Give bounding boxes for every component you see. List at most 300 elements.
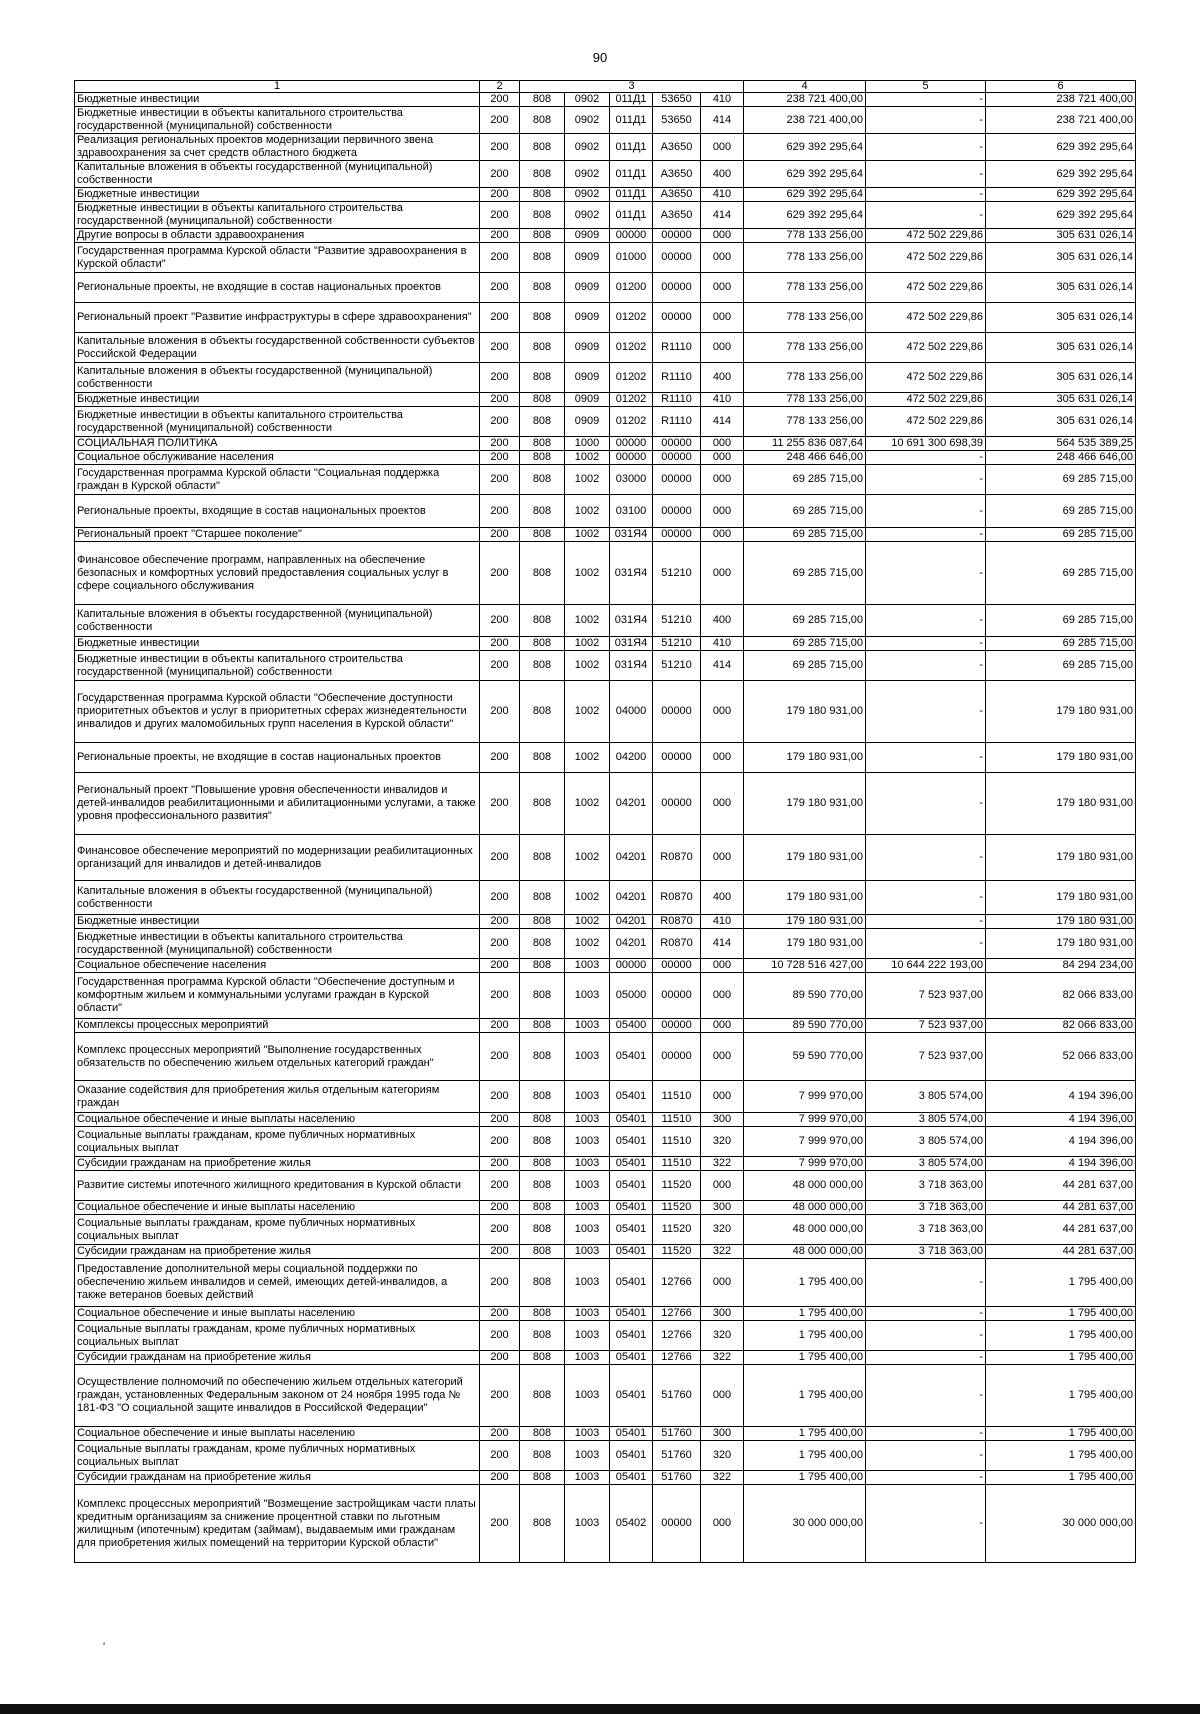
code-direction: А3650 <box>653 188 701 202</box>
code-section: 0909 <box>565 363 610 393</box>
column-2-value: 200 <box>480 1171 520 1201</box>
code-section: 1003 <box>565 959 610 973</box>
code-expense-type: 000 <box>701 1259 744 1307</box>
code-section: 1002 <box>565 929 610 959</box>
amount-column-5: - <box>866 605 986 637</box>
code-expense-type: 000 <box>701 528 744 542</box>
table-row <box>75 773 1136 835</box>
row-name: Государственная программа Курской области "Социальная поддержка граждан в Курской области" <box>75 465 480 495</box>
code-direction: 51760 <box>653 1365 701 1427</box>
amount-column-5: - <box>866 107 986 134</box>
code-direction: 00000 <box>653 528 701 542</box>
code-direction: 00000 <box>653 1019 701 1033</box>
column-2-value: 200 <box>480 973 520 1019</box>
table-row <box>75 161 1136 188</box>
code-program: 05401 <box>610 1351 653 1365</box>
row-name: Государственная программа Курской области "Обеспечение доступности приоритетных объектов и услуг в приоритетных сферах жизнедеятельности инвалидов и других маломобильных групп населения в Курской области" <box>75 681 480 743</box>
code-ministry: 808 <box>520 542 565 605</box>
column-2-value: 200 <box>480 303 520 333</box>
amount-column-4: 89 590 770,00 <box>744 973 866 1019</box>
amount-column-5: 3 718 363,00 <box>866 1215 986 1245</box>
code-ministry: 808 <box>520 1157 565 1171</box>
amount-column-6: 1 795 400,00 <box>986 1259 1136 1307</box>
code-program: 05401 <box>610 1215 653 1245</box>
column-2-value: 200 <box>480 743 520 773</box>
amount-column-6: 179 180 931,00 <box>986 681 1136 743</box>
amount-column-6: 44 281 637,00 <box>986 1245 1136 1259</box>
amount-column-5: 7 523 937,00 <box>866 1033 986 1081</box>
code-section: 0909 <box>565 393 610 407</box>
code-section: 1002 <box>565 495 610 528</box>
code-program: 05401 <box>610 1081 653 1113</box>
amount-column-6: 179 180 931,00 <box>986 743 1136 773</box>
amount-column-6: 69 285 715,00 <box>986 651 1136 681</box>
table-row <box>75 973 1136 1019</box>
amount-column-4: 69 285 715,00 <box>744 542 866 605</box>
column-2-value: 200 <box>480 273 520 303</box>
amount-column-4: 778 133 256,00 <box>744 229 866 243</box>
code-section: 1003 <box>565 1157 610 1171</box>
row-name: Капитальные вложения в объекты государственной (муниципальной) собственности <box>75 363 480 393</box>
amount-column-4: 11 255 836 087,64 <box>744 437 866 451</box>
table-row <box>75 1215 1136 1245</box>
column-2-value: 200 <box>480 134 520 161</box>
code-direction: 00000 <box>653 743 701 773</box>
column-2-value: 200 <box>480 773 520 835</box>
code-ministry: 808 <box>520 1441 565 1471</box>
code-expense-type: 000 <box>701 681 744 743</box>
code-section: 1003 <box>565 1171 610 1201</box>
table-row <box>75 881 1136 915</box>
table-row <box>75 915 1136 929</box>
amount-column-6: 1 795 400,00 <box>986 1321 1136 1351</box>
code-expense-type: 000 <box>701 743 744 773</box>
amount-column-6: 305 631 026,14 <box>986 243 1136 273</box>
code-direction: 00000 <box>653 451 701 465</box>
code-section: 0902 <box>565 161 610 188</box>
code-direction: 00000 <box>653 243 701 273</box>
code-program: 01202 <box>610 363 653 393</box>
code-program: 05401 <box>610 1427 653 1441</box>
code-program: 01000 <box>610 243 653 273</box>
amount-column-5: - <box>866 188 986 202</box>
amount-column-4: 1 795 400,00 <box>744 1259 866 1307</box>
table-row <box>75 1441 1136 1471</box>
column-2-value: 200 <box>480 1019 520 1033</box>
column-number: 6 <box>986 81 1136 93</box>
amount-column-5: - <box>866 929 986 959</box>
amount-column-5: - <box>866 743 986 773</box>
code-direction: R0870 <box>653 915 701 929</box>
column-2-value: 200 <box>480 1127 520 1157</box>
column-number: 3 <box>520 81 744 93</box>
code-direction: А3650 <box>653 161 701 188</box>
row-name: Бюджетные инвестиции <box>75 637 480 651</box>
table-row <box>75 1157 1136 1171</box>
code-direction: 11520 <box>653 1201 701 1215</box>
amount-column-4: 179 180 931,00 <box>744 743 866 773</box>
stray-mark: ' <box>103 1641 106 1653</box>
amount-column-4: 48 000 000,00 <box>744 1245 866 1259</box>
column-2-value: 200 <box>480 605 520 637</box>
amount-column-4: 1 795 400,00 <box>744 1365 866 1427</box>
code-program: 04000 <box>610 681 653 743</box>
column-2-value: 200 <box>480 202 520 229</box>
column-2-value: 200 <box>480 1441 520 1471</box>
amount-column-5: - <box>866 1441 986 1471</box>
row-name: Бюджетные инвестиции <box>75 915 480 929</box>
code-ministry: 808 <box>520 929 565 959</box>
row-name: Региональный проект "Развитие инфраструктуры в сфере здравоохранения" <box>75 303 480 333</box>
amount-column-6: 305 631 026,14 <box>986 229 1136 243</box>
code-section: 1003 <box>565 1485 610 1563</box>
column-2-value: 200 <box>480 393 520 407</box>
code-section: 0909 <box>565 333 610 363</box>
code-ministry: 808 <box>520 107 565 134</box>
amount-column-4: 179 180 931,00 <box>744 773 866 835</box>
amount-column-6: 248 466 646,00 <box>986 451 1136 465</box>
amount-column-6: 69 285 715,00 <box>986 465 1136 495</box>
code-direction: 11510 <box>653 1157 701 1171</box>
amount-column-4: 179 180 931,00 <box>744 881 866 915</box>
code-direction: 00000 <box>653 495 701 528</box>
amount-column-4: 179 180 931,00 <box>744 929 866 959</box>
amount-column-5: 472 502 229,86 <box>866 393 986 407</box>
code-section: 1003 <box>565 1259 610 1307</box>
table-row <box>75 1171 1136 1201</box>
code-direction: 00000 <box>653 959 701 973</box>
amount-column-6: 44 281 637,00 <box>986 1201 1136 1215</box>
column-number: 5 <box>866 81 986 93</box>
row-name: Осуществление полномочий по обеспечению жильем отдельных категорий граждан, установленных Федеральным законом от 24 ноября 1995 года № 181-ФЗ "О социальной защите инвалидов в Российской Федерации" <box>75 1365 480 1427</box>
code-expense-type: 000 <box>701 243 744 273</box>
code-expense-type: 410 <box>701 93 744 107</box>
code-ministry: 808 <box>520 1259 565 1307</box>
code-direction: 11510 <box>653 1081 701 1113</box>
table-row <box>75 273 1136 303</box>
code-section: 1002 <box>565 542 610 605</box>
code-program: 04201 <box>610 835 653 881</box>
amount-column-5: - <box>866 651 986 681</box>
code-expense-type: 000 <box>701 451 744 465</box>
amount-column-6: 84 294 234,00 <box>986 959 1136 973</box>
row-name: Социальное обеспечение и иные выплаты населению <box>75 1201 480 1215</box>
row-name: Субсидии гражданам на приобретение жилья <box>75 1157 480 1171</box>
amount-column-4: 1 795 400,00 <box>744 1427 866 1441</box>
code-expense-type: 414 <box>701 651 744 681</box>
column-2-value: 200 <box>480 1365 520 1427</box>
amount-column-6: 305 631 026,14 <box>986 333 1136 363</box>
amount-column-6: 69 285 715,00 <box>986 528 1136 542</box>
row-name: Социальные выплаты гражданам, кроме публичных нормативных социальных выплат <box>75 1127 480 1157</box>
code-section: 1003 <box>565 1307 610 1321</box>
code-section: 1003 <box>565 1201 610 1215</box>
code-direction: 00000 <box>653 1485 701 1563</box>
amount-column-5: - <box>866 835 986 881</box>
code-direction: 12766 <box>653 1351 701 1365</box>
amount-column-4: 179 180 931,00 <box>744 915 866 929</box>
code-direction: R1110 <box>653 393 701 407</box>
code-expense-type: 320 <box>701 1441 744 1471</box>
code-section: 0902 <box>565 134 610 161</box>
amount-column-6: 179 180 931,00 <box>986 915 1136 929</box>
column-2-value: 200 <box>480 465 520 495</box>
amount-column-4: 1 795 400,00 <box>744 1307 866 1321</box>
code-expense-type: 000 <box>701 437 744 451</box>
code-program: 05401 <box>610 1365 653 1427</box>
row-name: Социальные выплаты гражданам, кроме публичных нормативных социальных выплат <box>75 1321 480 1351</box>
amount-column-6: 4 194 396,00 <box>986 1081 1136 1113</box>
code-expense-type: 320 <box>701 1215 744 1245</box>
code-section: 1002 <box>565 681 610 743</box>
table-row <box>75 959 1136 973</box>
amount-column-5: 3 805 574,00 <box>866 1127 986 1157</box>
code-direction: 00000 <box>653 681 701 743</box>
code-expense-type: 414 <box>701 107 744 134</box>
row-name: Субсидии гражданам на приобретение жилья <box>75 1351 480 1365</box>
table-row <box>75 188 1136 202</box>
column-2-value: 200 <box>480 1113 520 1127</box>
code-program: 05401 <box>610 1201 653 1215</box>
code-ministry: 808 <box>520 1019 565 1033</box>
code-program: 05401 <box>610 1127 653 1157</box>
code-program: 011Д1 <box>610 93 653 107</box>
code-expense-type: 410 <box>701 393 744 407</box>
code-section: 1002 <box>565 605 610 637</box>
table-row <box>75 1485 1136 1563</box>
code-section: 1002 <box>565 651 610 681</box>
amount-column-4: 69 285 715,00 <box>744 637 866 651</box>
code-direction: 51210 <box>653 637 701 651</box>
code-direction: 51210 <box>653 605 701 637</box>
code-section: 1002 <box>565 465 610 495</box>
code-ministry: 808 <box>520 393 565 407</box>
amount-column-5: - <box>866 1259 986 1307</box>
code-section: 1000 <box>565 437 610 451</box>
code-program: 00000 <box>610 437 653 451</box>
column-2-value: 200 <box>480 1081 520 1113</box>
code-direction: 11520 <box>653 1245 701 1259</box>
code-section: 1003 <box>565 1127 610 1157</box>
column-number: 1 <box>75 81 480 93</box>
code-ministry: 808 <box>520 273 565 303</box>
amount-column-5: 472 502 229,86 <box>866 229 986 243</box>
code-program: 031Я4 <box>610 528 653 542</box>
code-expense-type: 300 <box>701 1113 744 1127</box>
row-name: Бюджетные инвестиции в объекты капитального строительства государственной (муниципальной) собственности <box>75 107 480 134</box>
code-ministry: 808 <box>520 959 565 973</box>
code-section: 1003 <box>565 1365 610 1427</box>
row-name: Капитальные вложения в объекты государственной (муниципальной) собственности <box>75 605 480 637</box>
code-ministry: 808 <box>520 915 565 929</box>
table-row <box>75 1081 1136 1113</box>
table-row <box>75 743 1136 773</box>
table-row <box>75 1307 1136 1321</box>
code-program: 031Я4 <box>610 637 653 651</box>
amount-column-5: - <box>866 1321 986 1351</box>
column-number: 4 <box>744 81 866 93</box>
code-program: 03100 <box>610 495 653 528</box>
code-ministry: 808 <box>520 681 565 743</box>
code-ministry: 808 <box>520 773 565 835</box>
code-section: 0902 <box>565 202 610 229</box>
row-name: Бюджетные инвестиции <box>75 393 480 407</box>
amount-column-4: 778 133 256,00 <box>744 363 866 393</box>
code-direction: R1110 <box>653 333 701 363</box>
amount-column-5: 3 718 363,00 <box>866 1171 986 1201</box>
code-expense-type: 322 <box>701 1245 744 1259</box>
row-name: Социальное обеспечение населения <box>75 959 480 973</box>
amount-column-4: 778 133 256,00 <box>744 393 866 407</box>
code-expense-type: 000 <box>701 333 744 363</box>
table-row <box>75 1127 1136 1157</box>
amount-column-6: 4 194 396,00 <box>986 1157 1136 1171</box>
code-expense-type: 414 <box>701 407 744 437</box>
code-ministry: 808 <box>520 637 565 651</box>
table-row <box>75 1321 1136 1351</box>
code-direction: R0870 <box>653 881 701 915</box>
code-expense-type: 400 <box>701 363 744 393</box>
code-section: 1002 <box>565 528 610 542</box>
code-ministry: 808 <box>520 465 565 495</box>
amount-column-4: 248 466 646,00 <box>744 451 866 465</box>
amount-column-6: 69 285 715,00 <box>986 605 1136 637</box>
amount-column-5: - <box>866 773 986 835</box>
code-expense-type: 000 <box>701 1171 744 1201</box>
code-program: 05401 <box>610 1033 653 1081</box>
code-section: 1003 <box>565 1081 610 1113</box>
column-2-value: 200 <box>480 363 520 393</box>
code-direction: R0870 <box>653 929 701 959</box>
code-expense-type: 410 <box>701 915 744 929</box>
amount-column-5: - <box>866 1485 986 1563</box>
code-program: 031Я4 <box>610 651 653 681</box>
code-program: 05402 <box>610 1485 653 1563</box>
amount-column-5: - <box>866 1427 986 1441</box>
code-expense-type: 410 <box>701 637 744 651</box>
amount-column-4: 238 721 400,00 <box>744 107 866 134</box>
code-program: 011Д1 <box>610 161 653 188</box>
column-2-value: 200 <box>480 637 520 651</box>
table-row <box>75 1033 1136 1081</box>
row-name: Комплекс процессных мероприятий "Выполнение государственных обязательств по обеспечению жильем отдельных категорий граждан" <box>75 1033 480 1081</box>
code-expense-type: 400 <box>701 161 744 188</box>
amount-column-6: 4 194 396,00 <box>986 1113 1136 1127</box>
code-ministry: 808 <box>520 495 565 528</box>
code-ministry: 808 <box>520 202 565 229</box>
code-direction: R0870 <box>653 835 701 881</box>
scan-edge-bar <box>0 1704 1200 1714</box>
amount-column-6: 305 631 026,14 <box>986 363 1136 393</box>
code-program: 01202 <box>610 303 653 333</box>
code-expense-type: 320 <box>701 1321 744 1351</box>
amount-column-5: 472 502 229,86 <box>866 273 986 303</box>
code-program: 05401 <box>610 1171 653 1201</box>
amount-column-4: 69 285 715,00 <box>744 528 866 542</box>
column-2-value: 200 <box>480 1321 520 1351</box>
code-program: 01202 <box>610 333 653 363</box>
column-2-value: 200 <box>480 437 520 451</box>
row-name: Комплекс процессных мероприятий "Возмещение застройщикам части платы кредитным организациям за снижение процентной ставки по льготным жилищным (ипотечным) кредитам (займам), выдаваемым ими гражданам для приобретения жилых помещений на территории Курской области" <box>75 1485 480 1563</box>
column-2-value: 200 <box>480 1351 520 1365</box>
code-program: 05000 <box>610 973 653 1019</box>
code-program: 05400 <box>610 1019 653 1033</box>
amount-column-5: - <box>866 451 986 465</box>
table-row <box>75 1113 1136 1127</box>
amount-column-4: 629 392 295,64 <box>744 134 866 161</box>
row-name: Реализация региональных проектов модернизации первичного звена здравоохранения за счет средств областного бюджета <box>75 134 480 161</box>
row-name: Субсидии гражданам на приобретение жилья <box>75 1471 480 1485</box>
amount-column-4: 48 000 000,00 <box>744 1201 866 1215</box>
row-name: Бюджетные инвестиции в объекты капитального строительства государственной (муниципальной) собственности <box>75 929 480 959</box>
table-row <box>75 1365 1136 1427</box>
amount-column-5: - <box>866 881 986 915</box>
code-ministry: 808 <box>520 93 565 107</box>
code-direction: 00000 <box>653 273 701 303</box>
column-2-value: 200 <box>480 1485 520 1563</box>
table-row <box>75 202 1136 229</box>
code-ministry: 808 <box>520 1081 565 1113</box>
column-2-value: 200 <box>480 333 520 363</box>
amount-column-6: 238 721 400,00 <box>986 107 1136 134</box>
column-2-value: 200 <box>480 915 520 929</box>
table-row <box>75 1201 1136 1215</box>
code-expense-type: 000 <box>701 495 744 528</box>
amount-column-5: - <box>866 134 986 161</box>
table-row <box>75 1427 1136 1441</box>
code-ministry: 808 <box>520 1485 565 1563</box>
code-section: 1003 <box>565 1427 610 1441</box>
amount-column-6: 1 795 400,00 <box>986 1351 1136 1365</box>
amount-column-4: 629 392 295,64 <box>744 161 866 188</box>
code-program: 031Я4 <box>610 542 653 605</box>
table-row <box>75 651 1136 681</box>
code-section: 1002 <box>565 773 610 835</box>
code-direction: 00000 <box>653 229 701 243</box>
amount-column-5: - <box>866 93 986 107</box>
amount-column-4: 629 392 295,64 <box>744 202 866 229</box>
table-row <box>75 1245 1136 1259</box>
code-direction: 00000 <box>653 303 701 333</box>
column-2-value: 200 <box>480 1201 520 1215</box>
amount-column-4: 48 000 000,00 <box>744 1171 866 1201</box>
code-ministry: 808 <box>520 161 565 188</box>
table-row <box>75 835 1136 881</box>
amount-column-6: 564 535 389,25 <box>986 437 1136 451</box>
code-section: 1003 <box>565 1351 610 1365</box>
column-2-value: 200 <box>480 542 520 605</box>
table-row <box>75 451 1136 465</box>
code-expense-type: 000 <box>701 773 744 835</box>
column-2-value: 200 <box>480 1033 520 1081</box>
code-section: 1003 <box>565 1471 610 1485</box>
amount-column-6: 305 631 026,14 <box>986 273 1136 303</box>
row-name: Бюджетные инвестиции <box>75 188 480 202</box>
amount-column-4: 30 000 000,00 <box>744 1485 866 1563</box>
code-expense-type: 000 <box>701 835 744 881</box>
amount-column-5: - <box>866 915 986 929</box>
row-name: СОЦИАЛЬНАЯ ПОЛИТИКА <box>75 437 480 451</box>
column-2-value: 200 <box>480 835 520 881</box>
code-expense-type: 322 <box>701 1471 744 1485</box>
code-expense-type: 414 <box>701 929 744 959</box>
code-program: 05401 <box>610 1321 653 1351</box>
amount-column-6: 1 795 400,00 <box>986 1427 1136 1441</box>
code-section: 1003 <box>565 973 610 1019</box>
amount-column-6: 30 000 000,00 <box>986 1485 1136 1563</box>
table-row <box>75 637 1136 651</box>
column-2-value: 200 <box>480 229 520 243</box>
